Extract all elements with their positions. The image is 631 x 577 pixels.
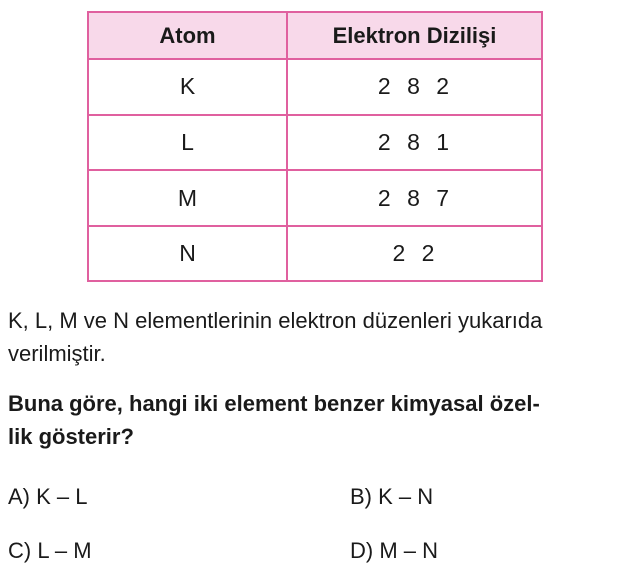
table-row <box>89 59 541 115</box>
question-prompt-line2: lik gösterir? <box>8 424 134 449</box>
option-text: K – L <box>36 484 88 509</box>
option-text: K – N <box>378 484 434 509</box>
option-c[interactable] <box>8 537 92 565</box>
table-header-row <box>89 13 541 59</box>
config-cell: 2 8 7 <box>287 170 541 226</box>
question-prompt-line1: Buna göre, hangi iki element benzer kimyasal özel- <box>8 391 540 416</box>
option-a[interactable] <box>8 483 88 511</box>
atom-cell: K <box>89 59 287 115</box>
option-letter: D) <box>350 538 374 563</box>
table-row <box>89 115 541 171</box>
atom-table <box>89 13 541 280</box>
option-text: L – M <box>37 538 92 563</box>
option-letter: B) <box>350 484 372 509</box>
electron-config-table <box>87 11 543 282</box>
question-prompt <box>8 387 628 453</box>
option-letter: C) <box>8 538 32 563</box>
atom-cell: L <box>89 115 287 171</box>
table-row <box>89 226 541 280</box>
option-b[interactable] <box>350 483 433 511</box>
option-text: M – N <box>379 538 439 563</box>
header-atom: Atom <box>89 13 287 59</box>
config-cell: 2 8 2 <box>287 59 541 115</box>
table-row <box>89 170 541 226</box>
question-stem: K, L, M ve N elementlerinin elektron düzenleri yukarıda verilmiştir. <box>8 308 543 366</box>
atom-cell: N <box>89 226 287 280</box>
atom-cell: M <box>89 170 287 226</box>
config-cell: 2 8 1 <box>287 115 541 171</box>
option-letter: A) <box>8 484 30 509</box>
option-d[interactable] <box>350 537 438 565</box>
header-electron-config: Elektron Dizilişi <box>287 13 541 59</box>
config-cell: 2 2 <box>287 226 541 280</box>
